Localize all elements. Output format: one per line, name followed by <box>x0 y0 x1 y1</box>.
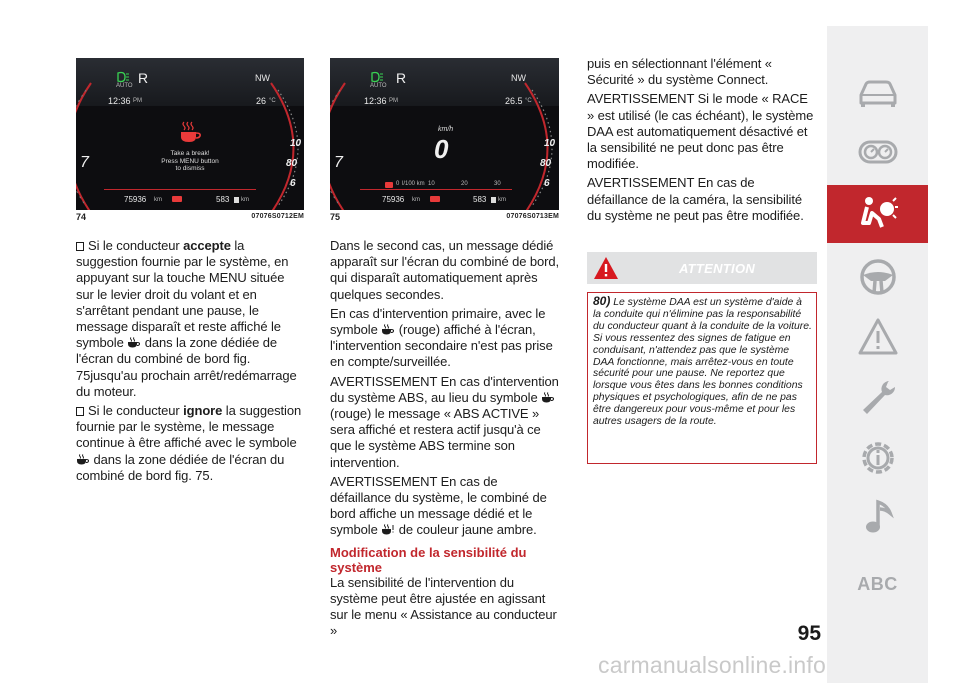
bold-accepte: accepte <box>183 238 231 253</box>
speed-unit: km/h <box>438 126 454 133</box>
consumption-unit: l/100 km <box>402 181 425 187</box>
odometer-unit: km <box>412 197 420 203</box>
coffee-status-icon <box>385 182 393 188</box>
range: 583 <box>473 195 487 204</box>
wrench-icon <box>857 377 899 417</box>
consumption-tick-30: 30 <box>494 181 501 187</box>
coffee-status-icon <box>172 196 182 202</box>
gear-indicator: R <box>138 70 149 86</box>
digital-speed: 0 <box>434 134 449 164</box>
figure-74-code: 07076S0712EM <box>251 213 304 220</box>
compass-heading: NW <box>255 73 270 83</box>
sidebar-item-index[interactable]: ABC <box>857 574 898 594</box>
break-msg-line3: to dismiss <box>175 165 205 172</box>
outside-temp: 26 <box>256 96 267 106</box>
sidebar-item-maintenance[interactable] <box>827 369 928 423</box>
range-unit: km <box>241 197 249 203</box>
coffee-cup-warning-icon <box>381 524 395 535</box>
range-unit: km <box>498 197 506 203</box>
gauge-label-6: 6 <box>544 178 550 189</box>
paragraph-abs-warning: AVERTISSEMENT En cas d'intervention du système ABS, au lieu du symbole (rouge) le message « ABS ACTIVE » sera affiché et restera actif jusqu'à ce que le système ABS termine son intervention. <box>330 373 559 470</box>
airbag-icon <box>857 193 899 233</box>
clock-suffix: PM <box>389 98 398 104</box>
odometer: 75936 <box>124 195 147 204</box>
gauge-label-7: 7 <box>80 154 89 171</box>
left-gauge-arc <box>330 78 350 210</box>
checkbox-bullet-icon <box>76 407 84 416</box>
paragraph-race-warning: AVERTISSEMENT Si le mode « RACE » est utilisé (le cas échéant), le système DAA est automatiquement désactivé et la sensibilité ne peut donc pas être modifiée. <box>587 91 814 172</box>
gauge-label-80: 80 <box>540 158 552 169</box>
coffee-cup-icon <box>127 337 141 348</box>
consumption-tick-20: 20 <box>461 181 468 187</box>
gauge-label-6: 6 <box>290 178 296 189</box>
figure-74-number: 74 <box>76 212 87 222</box>
page-number: 95 <box>797 622 821 645</box>
fuel-pump-icon <box>234 197 239 203</box>
attention-box <box>587 252 817 464</box>
paragraph-primary-intervention: En cas d'intervention primaire, avec le symbole (rouge) affiché à l'écran, l'intervention secondaire n'est pas prise en compte/surveillée. <box>330 305 553 370</box>
sidebar-item-emergency[interactable] <box>827 309 928 363</box>
dashboard-icon <box>857 134 899 170</box>
temp-unit: °C <box>525 98 532 104</box>
coffee-status-icon <box>430 196 440 202</box>
paragraph-sensitivity: La sensibilité de l'intervention du système peut être ajustée en agissant sur le menu « Assistance au conducteur » <box>330 574 557 639</box>
bold-ignore: ignore <box>183 403 223 419</box>
paragraph-failure-warning: AVERTISSEMENT En cas de défaillance du système, le combiné de bord affiche un message dédié et le symbole de couleur jaune ambre. <box>330 473 547 538</box>
auto-label: AUTO <box>370 83 387 89</box>
watermark: carmanualsonline.info <box>598 652 826 678</box>
gauge-label-10: 10 <box>290 138 302 149</box>
odometer-divider <box>360 189 512 190</box>
outside-temp: 26.5 <box>505 96 523 106</box>
paragraph-accept: Si le conducteur accepte la suggestion fournie par le système, en appuyant sur la touche MENU située sur le levier droit du volant et en s'arrêtant pendant une pause, le message disparaît et reste affiché le symbole dans la zone dédiée de l'écran du combiné de bord fig. 75jusqu'au prochain arrêt/redémarrage du moteur. <box>76 238 297 399</box>
coffee-cup-icon <box>177 120 203 149</box>
break-msg-line1: Take a break! <box>170 150 210 157</box>
coffee-cup-icon <box>541 392 555 403</box>
checkbox-bullet-icon <box>76 242 84 251</box>
figure-75-dashboard-image <box>330 58 559 210</box>
figure-75-code: 07076S0713EM <box>506 213 559 220</box>
attention-body <box>587 292 817 464</box>
odometer-unit: km <box>154 197 162 203</box>
steering-wheel-icon <box>857 257 899 297</box>
sidebar-item-multimedia[interactable] <box>827 489 928 543</box>
warning-triangle-icon <box>857 317 899 357</box>
specs-gear-icon <box>857 437 899 479</box>
paragraph-camera-warning: AVERTISSEMENT En cas de défaillance de la caméra, la sensibilité du système ne peut pas être modifiée. <box>587 175 804 223</box>
gear-indicator: R <box>396 70 407 86</box>
text-column-3 <box>587 56 817 227</box>
figure-75-number: 75 <box>330 212 341 222</box>
figure-74-caption <box>76 212 304 222</box>
figure-74-dashboard-image <box>76 58 304 210</box>
sidebar-item-dashboard[interactable] <box>827 126 928 180</box>
consumption-tick-0: 0 <box>396 181 400 187</box>
gauge-label-7: 7 <box>334 154 343 171</box>
chapter-sidebar <box>827 26 928 683</box>
sidebar-item-car[interactable] <box>827 67 928 121</box>
left-gauge-arc <box>76 78 96 210</box>
clock-suffix: PM <box>133 98 142 104</box>
paragraph-ignore: Si le conducteur ignore la suggestion fournie par le système, le message continue à être affiché avec le symbole dans la zone dédiée de l'écran du combiné de bord fig. 75. <box>76 403 302 483</box>
paragraph-connect-security: puis en sélectionnant l'élément « Sécurité » du système Connect. <box>587 56 772 88</box>
attention-header <box>587 252 817 284</box>
sidebar-item-driving[interactable] <box>827 249 928 303</box>
sidebar-item-safety[interactable] <box>827 185 928 243</box>
break-msg-line2: Press MENU button <box>161 157 219 165</box>
paragraph-second-case: Dans le second cas, un message dédié apparaît sur l'écran du combiné de bord, qui disparaît automatiquement après quelques secondes. <box>330 238 560 302</box>
odometer: 75936 <box>382 195 405 204</box>
gauge-label-80: 80 <box>286 158 298 169</box>
car-icon <box>857 75 899 111</box>
gauge-label-10: 10 <box>544 138 556 149</box>
auto-label: AUTO <box>116 83 133 89</box>
clock: 12:36 <box>108 96 131 106</box>
range: 583 <box>216 195 230 204</box>
music-note-icon <box>857 497 899 537</box>
text-column-1 <box>76 238 304 487</box>
compass-heading: NW <box>511 73 526 83</box>
attention-label: ATTENTION <box>678 261 756 276</box>
temp-unit: °C <box>269 98 276 104</box>
attention-number: 80) <box>593 294 611 308</box>
section-title-sensitivity: Modification de la sensibilité du système <box>330 544 527 575</box>
figure-75-caption <box>330 212 559 222</box>
odometer-divider <box>104 189 256 190</box>
sidebar-item-specs[interactable] <box>827 429 928 483</box>
attention-text: Le système DAA est un système d'aide à la conduite qui n'élimine pas la responsabilité du conducteur quant à la conduite de la voiture. Si vous ressentez des signes de fatigue en conduisant, n'attendez pas que le système DAA fonctionne, mais arrêtez-vous en toute sécurité pour une pause. Ne reportez que lorsque vous êtes dans les bonnes conditions physiques et psychologiques, afin de ne pas être dangereux pour vous-même et pour les autres usagers de la route. <box>593 297 812 428</box>
consumption-tick-10: 10 <box>428 181 435 187</box>
coffee-cup-icon <box>76 454 90 465</box>
fuel-pump-icon <box>491 197 496 203</box>
coffee-cup-icon <box>381 324 395 335</box>
clock: 12:36 <box>364 96 387 106</box>
text-column-2 <box>330 238 560 642</box>
